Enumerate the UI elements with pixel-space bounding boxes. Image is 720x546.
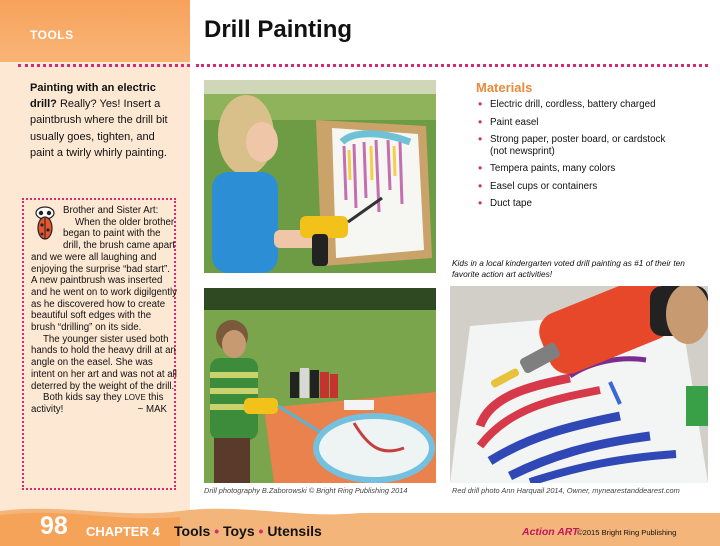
materials-list <box>478 99 668 216</box>
bullet-separator-icon: • <box>214 523 220 539</box>
page-title: Drill Painting <box>204 16 353 43</box>
tip-signature: ~ MAK <box>137 403 167 415</box>
chapter-title <box>174 523 322 539</box>
chapter-part: Utensils <box>267 523 322 539</box>
tip-paragraph-2: The younger sister used both hands to hold the heavy drill at an angle on the easel. She was intent on her art and was not at all deterred by the weight of the drill. <box>31 333 177 392</box>
tip-p3-end: this activity! <box>31 392 164 415</box>
caption-photo-credit-left: Drill photography B.Zaborowski © Bright Ring Publishing 2014 <box>204 486 408 495</box>
section-header-band <box>0 0 190 62</box>
tip-text <box>31 205 177 416</box>
chapter-label: CHAPTER 4 <box>86 524 160 539</box>
tip-box <box>22 198 176 490</box>
divider-left <box>18 64 190 67</box>
tip-paragraph-1: When the older brother began to paint with the drill, the brush came apart and we were all laughing and enjoying the surprise “bad start”. A new paintbrush was inserted and he went on to work digilgently as he discovered how to create beautiful soft edges with the brush “drilling” on its side. <box>31 216 177 334</box>
materials-item: • Duct tape <box>478 198 668 210</box>
tip-heading: Brother and Sister Art: <box>63 205 159 216</box>
tip-p3-start: Both kids say they <box>43 392 125 404</box>
materials-item: • Electric drill, cordless, battery charged <box>478 99 668 111</box>
section-tab: TOOLS <box>30 28 74 42</box>
intro-body: Really? Yes! Insert a paintbrush where the drill bit usually goes, tighten, and paint a twirly whirly painting. <box>30 98 168 159</box>
tip-p3-love: LOVE <box>124 393 146 403</box>
bullet-separator-icon: • <box>258 523 264 539</box>
bug-mascot-icon <box>31 205 59 241</box>
photo-boy-drilling <box>204 288 436 483</box>
caption-kindergarten: Kids in a local kindergarten voted drill painting as #1 of their ten favorite action art activities! <box>452 258 685 279</box>
chapter-part: Toys <box>222 523 255 539</box>
photo-red-drill-painting <box>450 286 708 483</box>
materials-heading: Materials <box>476 80 533 95</box>
tip-paragraph-3 <box>31 392 177 415</box>
chapter-part: Tools <box>174 523 211 539</box>
materials-item: • Tempera paints, many colors <box>478 163 668 175</box>
materials-item: • Strong paper, poster board, or cardstock (not newsprint) <box>478 134 668 157</box>
copyright-text: ©2015 Bright Ring Publishing <box>577 528 677 537</box>
photo-girl-drilling <box>204 80 436 273</box>
caption-photo-credit-right: Red drill photo Ann Harquail 2014, Owner, mynearestanddearest.com <box>452 486 680 495</box>
intro-lead: Painting with an electric drill? <box>30 82 156 111</box>
brand-logo: Action ART <box>522 526 579 538</box>
intro-text <box>30 80 180 161</box>
page-number: 98 <box>40 512 68 540</box>
materials-item: • Paint easel <box>478 117 668 129</box>
materials-item: • Easel cups or containers <box>478 181 668 193</box>
divider-main <box>196 64 708 67</box>
